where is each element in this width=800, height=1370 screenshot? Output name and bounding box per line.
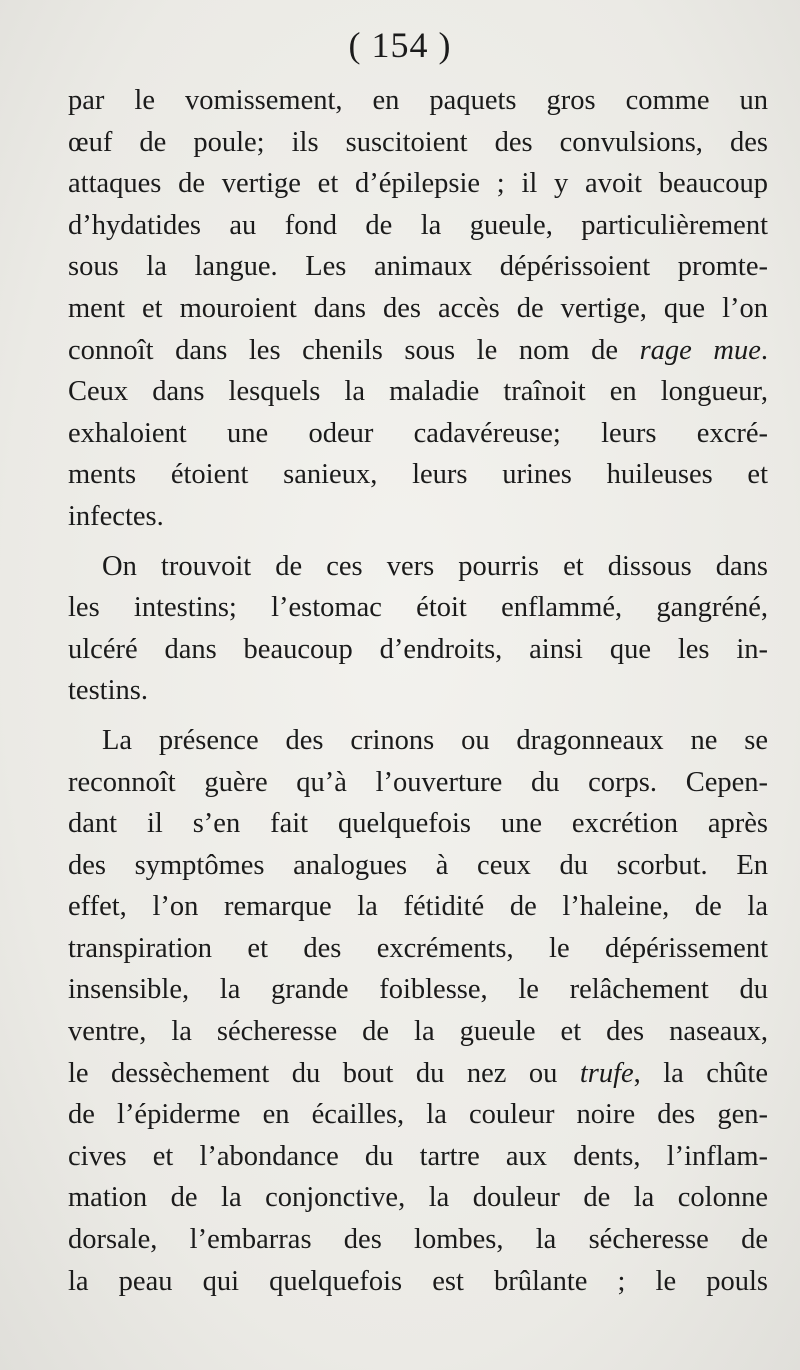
text-line: les intestins; l’estomac étoit enflammé, gangréné, (68, 592, 768, 624)
text-line: infectes. (68, 500, 164, 532)
text-line: œuf de poule; ils suscitoient des convulsions, des (68, 126, 768, 158)
text-line: exhaloient une odeur cadavéreuse; leurs excré- (68, 417, 768, 449)
page-number: ( 154 ) (348, 25, 452, 65)
text-line: le dessèchement du bout du nez ou trufe, la chûte (68, 1057, 768, 1089)
text-line: mation de la conjonctive, la douleur de la colonne (68, 1182, 768, 1214)
text-line: dorsale, l’embarras des lombes, la sécheresse de (68, 1224, 768, 1256)
text-line: La présence des crinons ou dragonneaux ne se (102, 724, 768, 756)
text-line: la peau qui quelquefois est brûlante ; le pouls (68, 1265, 768, 1297)
text-line: cives et l’abondance du tartre aux dents, l’inflam- (68, 1140, 768, 1172)
text-line: insensible, la grande foiblesse, le relâchement du (68, 974, 768, 1006)
text-line: testins. (68, 675, 148, 707)
text-line: par le vomissement, en paquets gros comme un (68, 85, 768, 116)
paragraph-3 (68, 720, 768, 1302)
text-line: ulcéré dans beaucoup d’endroits, ainsi que les in- (68, 633, 768, 665)
text-line: ments étoient sanieux, leurs urines huileuses et (68, 459, 768, 491)
italic-term: trufe (579, 1057, 634, 1089)
text-line: ment et mouroient dans des accès de vertige, que l’on (68, 292, 768, 324)
text-line: dant il s’en fait quelquefois une excrétion après (68, 808, 768, 840)
text-line: reconnoît guère qu’à l’ouverture du corps. Cepen- (68, 766, 768, 798)
text-line: connoît dans les chenils sous le nom de rage mue. (68, 334, 768, 366)
paragraph-1 (68, 80, 768, 538)
text-line: On trouvoit de ces vers pourris et dissous dans (102, 550, 768, 582)
paragraph-2 (68, 546, 768, 712)
text-line: transpiration et des excréments, le dépérissement (68, 932, 768, 964)
text-line: effet, l’on remarque la fétidité de l’haleine, de la (68, 891, 768, 923)
text-line: ventre, la sécheresse de la gueule et des naseaux, (68, 1016, 768, 1048)
text-line: de l’épiderme en écailles, la couleur noire des gen- (68, 1099, 768, 1131)
text-line: sous la langue. Les animaux dépérissoient promte- (68, 251, 768, 283)
italic-term: rage mue (639, 334, 761, 366)
text-line: Ceux dans lesquels la maladie traînoit en longueur, (68, 376, 768, 408)
text-line: d’hydatides au fond de la gueule, particulièrement (68, 209, 768, 241)
text-line: des symptômes analogues à ceux du scorbut. En (68, 849, 768, 881)
text-line: attaques de vertige et d’épilepsie ; il y avoit beaucoup (68, 168, 768, 200)
body-text (68, 80, 768, 1302)
